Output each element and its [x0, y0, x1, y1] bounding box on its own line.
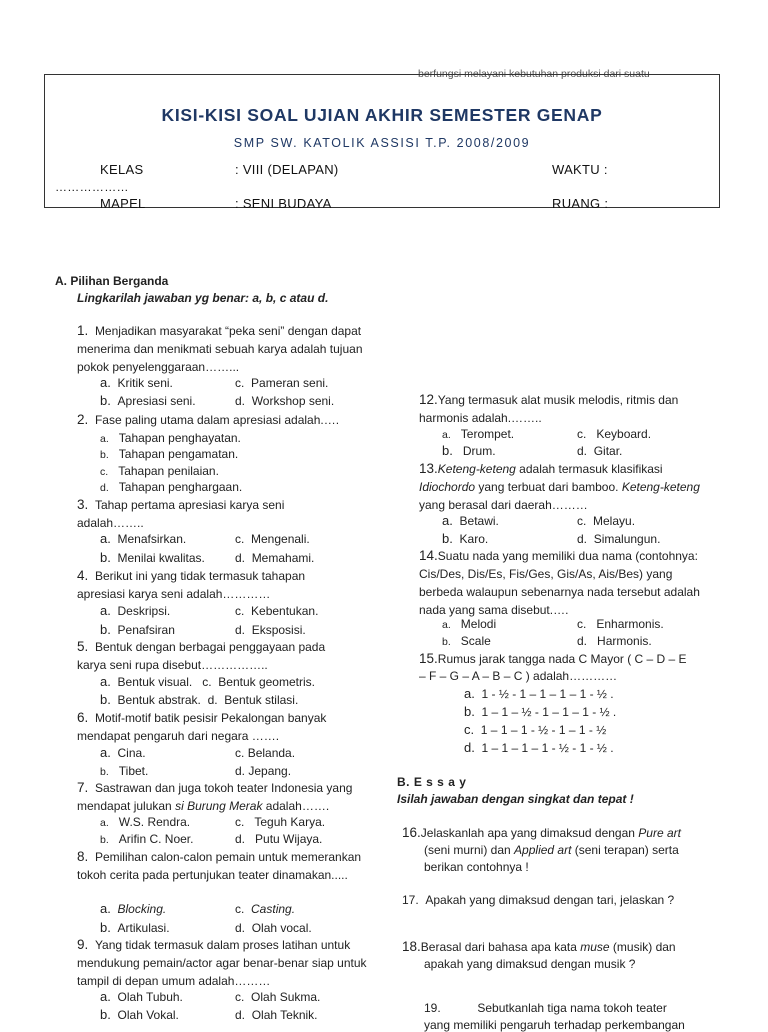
q8-option-c: c. Casting. — [235, 902, 296, 916]
question-5: 5. Bentuk dengan berbagai penggayaan pada karya seni rupa disebut…………….. — [77, 639, 326, 672]
q8-option-b: b. Artikulasi. — [100, 920, 170, 935]
q6-option-d: d. Jepang. — [235, 764, 292, 778]
q13-option-d: d. Simalungun. — [577, 532, 661, 546]
question-13: 13.Keteng-keteng adalah termasuk klasifikasi Idiochordo yang terbuat dari bamboo. Keteng-keteng yang berasal dari daerah……… — [419, 461, 700, 512]
question-18-line2: apakah yang dimaksud dengan musik ? — [424, 957, 636, 971]
q6-option-c: c. Belanda. — [235, 746, 296, 760]
kelas-value: : VIII (DELAPAN) — [235, 162, 339, 177]
q2-option-b: b. Tahapan pengamatan. — [100, 447, 239, 461]
q12-option-b: b. Drum. — [442, 443, 496, 458]
q2-option-c: c. Tahapan penilaian. — [100, 464, 219, 478]
section-b-heading: B. E s s a y — [397, 775, 467, 789]
question-8: 8. Pemilihan calon-calon pemain untuk memerankan tokoh cerita pada pertunjukan teater dinamakan..... — [77, 849, 362, 882]
q15-option-a: a. 1 - ½ - 1 – 1 – 1 – 1 - ½ . — [464, 686, 614, 701]
section-b-instruction: Isilah jawaban dengan singkat dan tepat ! — [397, 792, 634, 806]
section-a-instruction: Lingkarilah jawaban yg benar: a, b, c atau d. — [77, 291, 329, 305]
q3-option-b: b. Menilai kwalitas. — [100, 550, 205, 565]
question-16-line1: 16.Jelaskanlah apa yang dimaksud dengan Pure art — [402, 825, 681, 840]
header-box — [44, 74, 720, 211]
q1-option-c: c. Pameran seni. — [235, 376, 329, 390]
q2-option-a: a. Tahapan penghayatan. — [100, 431, 241, 445]
question-16-line2: (seni murni) dan Applied art (seni terapan) serta — [424, 843, 679, 857]
q9-option-a: a. Olah Tubuh. — [100, 989, 183, 1004]
q4-option-c: c. Kebentukan. — [235, 604, 319, 618]
q12-option-a: a. Terompet. — [442, 427, 515, 441]
question-19-clipped: yang memiliki pengaruh terhadap perkembangan — [424, 1018, 685, 1032]
q14-option-b: b. Scale — [442, 634, 491, 648]
q7-option-d: d. Putu Wijaya. — [235, 832, 323, 846]
q12-option-d: d. Gitar. — [577, 444, 623, 458]
question-17: 17. Apakah yang dimaksud dengan tari, jelaskan ? — [402, 893, 675, 907]
question-15-line2: – F – G – A – B – C ) adalah………… — [419, 669, 618, 683]
question-2: 2. Fase paling utama dalam apresiasi adalah.…. — [77, 412, 340, 427]
q14-option-a: a. Melodi — [442, 617, 497, 631]
q6-option-a: a. Cina. — [100, 745, 146, 760]
question-7: 7. Sastrawan dan juga tokoh teater Indonesia yang mendapat julukan si Burung Merak adalah……. — [77, 780, 353, 813]
question-12: 12.Yang termasuk alat musik melodis, ritmis dan harmonis adalah.…….. — [419, 392, 679, 425]
q13-option-a: a. Betawi. — [442, 513, 499, 528]
q7-option-a: a. W.S. Rendra. — [100, 815, 191, 829]
q15-option-c: c. 1 – 1 – 1 - ½ - 1 – 1 - ½ — [464, 722, 607, 737]
mapel-label: MAPEL — [100, 196, 146, 211]
ruang-label: RUANG : — [552, 196, 609, 211]
q15-option-b: b. 1 – 1 – ½ - 1 – 1 – 1 - ½ . — [464, 704, 617, 719]
dots-line: ……………… — [55, 180, 129, 194]
question-18-line1: 18.Berasal dari bahasa apa kata muse (musik) dan — [402, 939, 676, 954]
q4-option-b: b. Penafsiran — [100, 622, 175, 637]
waktu-label: WAKTU : — [552, 162, 608, 177]
q6-option-b: b. Tibet. — [100, 764, 149, 778]
question-3: 3. Tahap pertama apresiasi karya seni adalah…….. — [77, 497, 285, 530]
q1-option-a: a. Kritik seni. — [100, 375, 173, 390]
q8-option-a: a. Blocking. — [100, 901, 167, 916]
page-title: KISI-KISI SOAL UJIAN AKHIR SEMESTER GENAP — [161, 105, 603, 125]
q3-option-a: a. Menafsirkan. — [100, 531, 187, 546]
q5-option-b: b. Bentuk abstrak. d. Bentuk stilasi. — [100, 692, 299, 707]
q9-option-d: d. Olah Teknik. — [235, 1008, 318, 1022]
q7-option-c: c. Teguh Karya. — [235, 815, 326, 829]
q13-option-b: b. Karo. — [442, 531, 489, 546]
mapel-value: : SENI BUDAYA — [235, 196, 332, 211]
kelas-label: KELAS — [100, 162, 144, 177]
q9-option-c: c. Olah Sukma. — [235, 990, 321, 1004]
question-15-line1: 15.Rumus jarak tangga nada C Mayor ( C – D – E — [419, 651, 687, 666]
q5-option-a: a. Bentuk visual. c. Bentuk geometris. — [100, 674, 315, 689]
q9-option-b: b. Olah Vokal. — [100, 1007, 179, 1022]
q2-option-d: d. Tahapan penghargaan. — [100, 480, 243, 494]
section-a-heading: A. Pilihan Berganda — [55, 274, 169, 288]
q12-option-c: c. Keyboard. — [577, 427, 652, 441]
question-14: 14.Suatu nada yang memiliki dua nama (contohnya: Cis/Des, Dis/Es, Fis/Ges, Gis/As, Ais/Bes) yang berbeda walaupun sebenarnya nada tersebut adalah nada yang sama disebut.…. — [419, 548, 700, 617]
question-19: 19. Sebutkanlah tiga nama tokoh teater — [424, 1001, 667, 1015]
q7-option-b: b. Arifin C. Noer. — [100, 832, 194, 846]
q13-option-c: c. Melayu. — [577, 514, 636, 528]
q8-option-d: d. Olah vocal. — [235, 921, 312, 935]
question-4: 4. Berikut ini yang tidak termasuk tahapan apresiasi karya seni adalah………… — [77, 568, 306, 601]
clipped-top-text: berfungsi melayani kebutuhan produksi dari suatu — [418, 68, 650, 80]
question-1: 1. Menjadikan masyarakat “peka seni” dengan dapat menerima dan menikmati sebuah karya adalah tujuan pokok penyelenggaraan……... — [77, 323, 363, 374]
q4-option-a: a. Deskripsi. — [100, 603, 171, 618]
school-subtitle: SMP SW. KATOLIK ASSISI T.P. 2008/2009 — [233, 136, 531, 150]
question-16-line3: berikan contohnya ! — [424, 860, 529, 874]
q1-option-d: d. Workshop seni. — [235, 394, 335, 408]
q4-option-d: d. Eksposisi. — [235, 623, 306, 637]
q1-option-b: b. Apresiasi seni. — [100, 393, 196, 408]
q14-option-d: d. Harmonis. — [577, 634, 652, 648]
q15-option-d: d. 1 – 1 – 1 – 1 - ½ - 1 - ½ . — [464, 740, 614, 755]
q14-option-c: c. Enharmonis. — [577, 617, 664, 631]
q3-option-c: c. Mengenali. — [235, 532, 310, 546]
question-6: 6. Motif-motif batik pesisir Pekalongan banyak mendapat pengaruh dari negara ……. — [77, 710, 327, 743]
q3-option-d: d. Memahami. — [235, 551, 315, 565]
question-9: 9. Yang tidak termasuk dalam proses latihan untuk mendukung pemain/actor agar benar-benar siap untuk tampil di depan umum adalah……… — [77, 937, 367, 988]
